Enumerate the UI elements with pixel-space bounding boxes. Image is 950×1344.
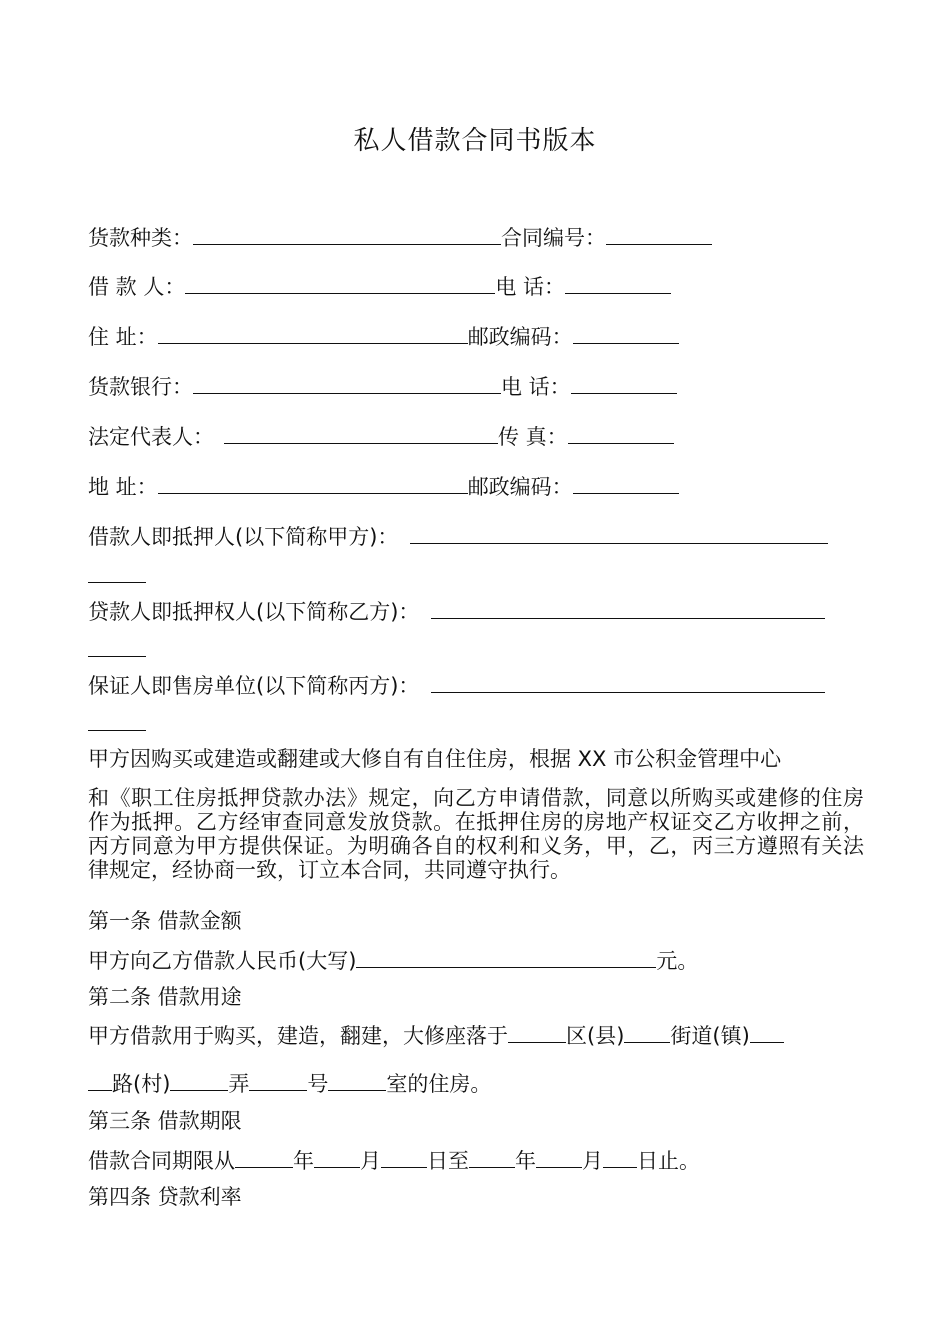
bank-blank[interactable] <box>193 371 501 394</box>
number-label: 号 <box>307 1072 329 1096</box>
party-c-blank[interactable] <box>431 670 825 693</box>
postcode1-blank[interactable] <box>573 321 679 344</box>
party-b-blank-cont[interactable] <box>88 634 146 657</box>
road-blank-start[interactable] <box>750 1020 784 1043</box>
legal-rep-blank[interactable] <box>224 421 498 444</box>
month-label: 月 <box>360 1149 381 1173</box>
year-label: 年 <box>293 1149 314 1173</box>
end-month-blank[interactable] <box>536 1145 582 1168</box>
address1-blank[interactable] <box>158 321 468 344</box>
party-c-continuation <box>88 708 146 738</box>
address2-row <box>88 471 679 501</box>
article3-text-a: 借款合同期限从 <box>88 1149 235 1173</box>
district-label: 区(县) <box>566 1024 625 1048</box>
article1-heading: 第一条 借款金额 <box>88 909 242 933</box>
party-c-row <box>88 670 825 700</box>
fax-blank[interactable] <box>568 421 674 444</box>
article2-text-a: 甲方借款用于购买，建造，翻建，大修座落于 <box>88 1024 508 1048</box>
month2-label: 月 <box>582 1149 603 1173</box>
party-b-label: 贷款人即抵押权人(以下简称乙方)： <box>88 600 420 624</box>
lane-label: 弄 <box>228 1072 250 1096</box>
postcode1-label: 邮政编码： <box>467 325 573 349</box>
bank-label: 货款银行： <box>88 375 193 399</box>
address1-row <box>88 321 679 351</box>
room-blank[interactable] <box>328 1068 386 1091</box>
party-c-label: 保证人即售房单位(以下简称丙方)： <box>88 674 420 698</box>
day-end-label: 日止。 <box>637 1149 700 1173</box>
document-title: 私人借款合同书版本 <box>353 126 597 156</box>
party-a-blank[interactable] <box>410 521 828 544</box>
legal-rep-row <box>88 421 674 451</box>
address1-label: 住 址： <box>88 325 158 349</box>
postcode2-blank[interactable] <box>573 471 679 494</box>
borrower-row <box>88 271 671 301</box>
party-a-blank-cont[interactable] <box>88 560 146 583</box>
contract-no-label: 合同编号： <box>501 226 606 250</box>
party-b-continuation <box>88 634 146 664</box>
loan-type-row <box>88 222 712 252</box>
legal-rep-label: 法定代表人： <box>88 425 214 449</box>
article2-text-row <box>88 1020 784 1050</box>
party-b-blank[interactable] <box>431 596 825 619</box>
bank-row <box>88 371 677 401</box>
article3-heading: 第三条 借款期限 <box>88 1109 242 1133</box>
party-a-label: 借款人即抵押人(以下简称甲方)： <box>88 525 399 549</box>
street-blank[interactable] <box>624 1020 670 1043</box>
postcode2-label: 邮政编码： <box>467 475 573 499</box>
contract-no-blank[interactable] <box>606 222 712 245</box>
article1-text-a: 甲方向乙方借款人民币(大写) <box>88 949 357 973</box>
address2-blank[interactable] <box>158 471 468 494</box>
phone2-blank[interactable] <box>571 371 677 394</box>
borrower-blank[interactable] <box>185 271 495 294</box>
address2-label: 地 址： <box>88 475 158 499</box>
start-day-blank[interactable] <box>381 1145 427 1168</box>
lane-blank[interactable] <box>170 1068 228 1091</box>
phone1-label: 电 话： <box>495 275 566 299</box>
road-label: 路(村) <box>112 1072 171 1096</box>
end-day-blank[interactable] <box>603 1145 637 1168</box>
start-year-blank[interactable] <box>235 1145 293 1168</box>
fax-label: 传 真： <box>498 425 568 449</box>
party-a-row <box>88 521 828 551</box>
article3-text-row <box>88 1145 700 1175</box>
district-blank[interactable] <box>508 1020 566 1043</box>
day-to-label: 日至 <box>427 1149 469 1173</box>
article1-text-row <box>88 945 698 975</box>
street-label: 街道(镇) <box>670 1024 750 1048</box>
party-b-row <box>88 596 825 626</box>
article4-heading: 第四条 贷款利率 <box>88 1185 242 1209</box>
preamble-line1: 甲方因购买或建造或翻建或大修自有自住住房，根据 XX 市公积金管理中心 <box>88 747 782 771</box>
party-c-blank-cont[interactable] <box>88 708 146 731</box>
borrower-label: 借 款 人： <box>88 275 186 299</box>
year2-label: 年 <box>515 1149 536 1173</box>
party-a-continuation <box>88 560 146 590</box>
number-blank[interactable] <box>249 1068 307 1091</box>
end-year-blank[interactable] <box>469 1145 515 1168</box>
article1-text-b: 元。 <box>656 949 699 973</box>
loan-type-blank[interactable] <box>193 222 501 245</box>
loan-amount-blank[interactable] <box>356 945 656 968</box>
phone2-label: 电 话： <box>501 375 571 399</box>
room-label: 室的住房。 <box>386 1072 492 1096</box>
start-month-blank[interactable] <box>314 1145 360 1168</box>
phone1-blank[interactable] <box>565 271 671 294</box>
loan-type-label: 货款种类： <box>88 226 193 250</box>
article2-text-row2 <box>88 1068 491 1098</box>
article2-heading: 第二条 借款用途 <box>88 985 242 1009</box>
road-blank-end[interactable] <box>88 1068 112 1091</box>
preamble-body: 和《职工住房抵押贷款办法》规定，向乙方申请借款，同意以所购买或建修的住房作为抵押。乙方经审查同意发放贷款。在抵押住房的房地产权证交乙方收押之前，丙方同意为甲方提供保证。为明确各自的权利和义务，甲，乙，丙三方遵照有关法律规定，经协商一致，订立本合同，共同遵守执行。 <box>88 786 864 882</box>
